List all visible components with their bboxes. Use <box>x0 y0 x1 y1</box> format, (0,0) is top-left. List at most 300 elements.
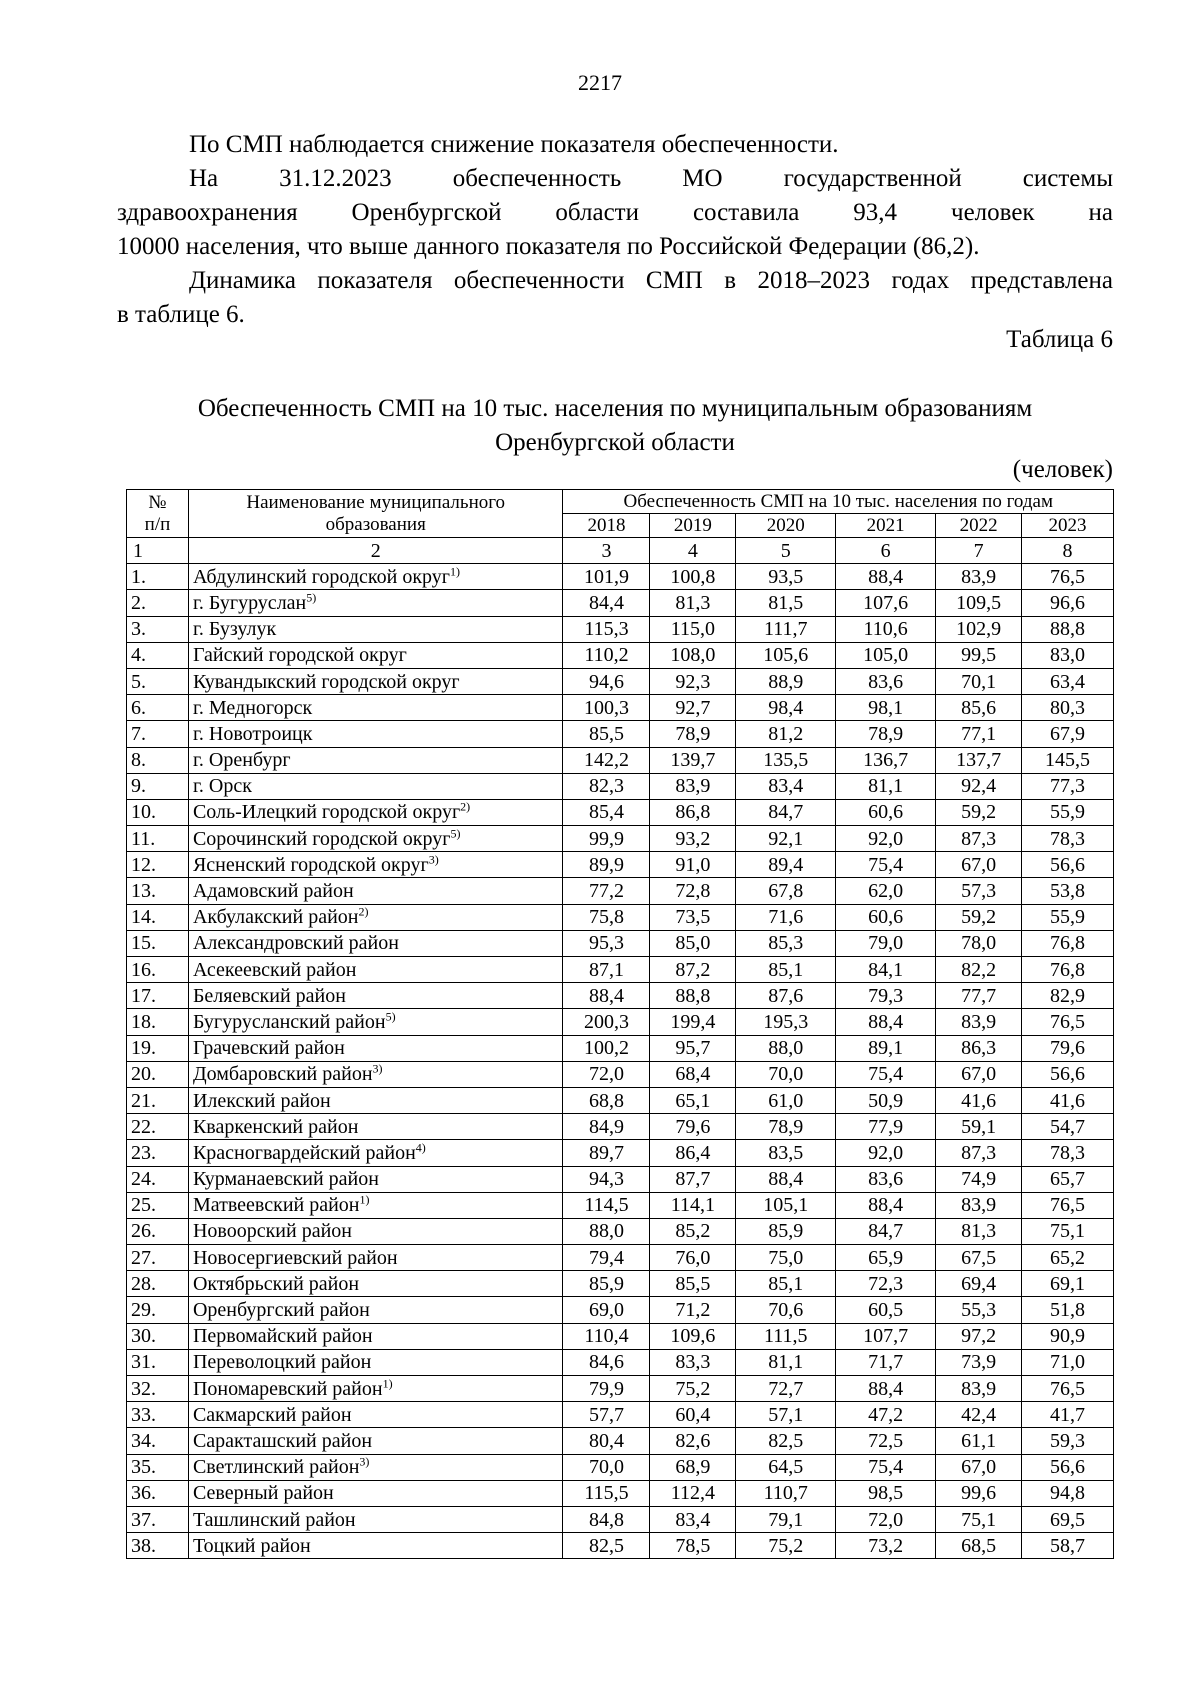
value-cell: 76,8 <box>1022 930 1114 956</box>
table-row <box>127 1035 1114 1061</box>
value-cell: 67,9 <box>1022 721 1114 747</box>
value-cell: 76,5 <box>1022 1192 1114 1218</box>
municipality-name: Ясненский городской округ <box>192 853 429 876</box>
municipality-name: Светлинский район <box>192 1456 360 1479</box>
value-cell: 83,9 <box>650 773 736 799</box>
value-cell: 57,1 <box>736 1402 836 1428</box>
table-body <box>127 538 1114 1559</box>
value-cell: 62,0 <box>836 878 936 904</box>
table-number: Таблица 6 <box>1006 326 1113 353</box>
value-cell: 82,3 <box>563 773 650 799</box>
value-cell: 71,7 <box>836 1349 936 1375</box>
row-number: 4. <box>127 642 189 668</box>
value-cell: 59,3 <box>1022 1428 1114 1454</box>
value-cell: 81,3 <box>650 590 736 616</box>
value-cell: 77,1 <box>936 721 1022 747</box>
value-cell: 82,2 <box>936 957 1022 983</box>
value-cell: 78,9 <box>836 721 936 747</box>
value-cell: 109,5 <box>936 590 1022 616</box>
value-cell: 54,7 <box>1022 1114 1114 1140</box>
value-cell: 98,4 <box>736 695 836 721</box>
header-year: 2018 <box>563 514 650 538</box>
value-cell: 88,4 <box>736 1166 836 1192</box>
table-row <box>127 799 1114 825</box>
value-cell: 65,1 <box>650 1087 736 1113</box>
value-cell: 67,0 <box>936 1454 1022 1480</box>
value-cell: 72,8 <box>650 878 736 904</box>
table-row <box>127 590 1114 616</box>
value-cell: 81,5 <box>736 590 836 616</box>
value-cell: 78,3 <box>1022 826 1114 852</box>
municipality-name-cell <box>188 1009 563 1035</box>
value-cell: 70,6 <box>736 1297 836 1323</box>
value-cell: 73,5 <box>650 904 736 930</box>
value-cell: 100,8 <box>650 564 736 590</box>
value-cell: 67,0 <box>936 1061 1022 1087</box>
municipality-name: Переволоцкий район <box>192 1351 372 1374</box>
footnote-mark: 1) <box>382 1375 393 1390</box>
paragraph-1: По СМП наблюдается снижение показателя обеспеченности. <box>189 131 839 158</box>
column-index: 5 <box>736 538 836 564</box>
value-cell: 57,3 <box>936 878 1022 904</box>
value-cell: 70,1 <box>936 668 1022 694</box>
table-caption <box>117 392 1113 460</box>
row-number: 12. <box>127 852 189 878</box>
row-number: 3. <box>127 616 189 642</box>
value-cell: 75,8 <box>563 904 650 930</box>
value-cell: 83,9 <box>936 1192 1022 1218</box>
paragraph-2-line-1: На 31.12.2023 обеспеченность МО государственной системы <box>189 165 1113 192</box>
table-row <box>127 564 1114 590</box>
value-cell: 86,8 <box>650 799 736 825</box>
value-cell: 55,9 <box>1022 904 1114 930</box>
value-cell: 79,1 <box>736 1506 836 1532</box>
value-cell: 111,7 <box>736 616 836 642</box>
row-number: 26. <box>127 1218 189 1244</box>
value-cell: 75,1 <box>1022 1218 1114 1244</box>
value-cell: 59,2 <box>936 799 1022 825</box>
table-row <box>127 1533 1114 1559</box>
value-cell: 75,4 <box>836 1454 936 1480</box>
municipality-name-cell <box>188 1114 563 1140</box>
table-row <box>127 1271 1114 1297</box>
row-number: 5. <box>127 668 189 694</box>
paragraph-3-line-2: в таблице 6. <box>117 301 245 328</box>
municipality-name-cell <box>188 1349 563 1375</box>
value-cell: 76,0 <box>650 1245 736 1271</box>
table-row <box>127 1166 1114 1192</box>
value-cell: 69,0 <box>563 1297 650 1323</box>
paragraph-2-line-3: 10000 населения, что выше данного показателя по Российской Федерации (86,2). <box>117 233 980 260</box>
municipality-name-cell <box>188 957 563 983</box>
municipality-name: Домбаровский район <box>192 1063 373 1086</box>
municipality-name-cell <box>188 1454 563 1480</box>
municipality-name: Красногвардейский район <box>192 1141 416 1164</box>
value-cell: 78,9 <box>650 721 736 747</box>
municipality-name-cell <box>188 878 563 904</box>
row-number: 28. <box>127 1271 189 1297</box>
value-cell: 71,2 <box>650 1297 736 1323</box>
value-cell: 78,5 <box>650 1533 736 1559</box>
value-cell: 73,2 <box>836 1533 936 1559</box>
table-row <box>127 1323 1114 1349</box>
value-cell: 56,6 <box>1022 1454 1114 1480</box>
row-number: 24. <box>127 1166 189 1192</box>
municipality-name-cell <box>188 1402 563 1428</box>
value-cell: 77,3 <box>1022 773 1114 799</box>
value-cell: 68,5 <box>936 1533 1022 1559</box>
value-cell: 75,0 <box>736 1245 836 1271</box>
footnote-mark: 2) <box>460 799 471 814</box>
municipality-name: Тоцкий район <box>192 1534 311 1557</box>
row-number: 34. <box>127 1428 189 1454</box>
municipality-name: Асекеевский район <box>192 958 357 981</box>
footnote-mark: 3) <box>359 1454 370 1469</box>
value-cell: 72,0 <box>836 1506 936 1532</box>
footnote-mark: 5) <box>306 590 317 605</box>
value-cell: 67,8 <box>736 878 836 904</box>
value-cell: 81,3 <box>936 1218 1022 1244</box>
header-year: 2022 <box>936 514 1022 538</box>
value-cell: 85,5 <box>563 721 650 747</box>
municipality-name: Матвеевский район <box>192 1194 360 1217</box>
column-index: 2 <box>188 538 563 564</box>
value-cell: 84,7 <box>736 799 836 825</box>
municipality-name: Грачевский район <box>192 1037 345 1060</box>
table-row <box>127 826 1114 852</box>
table-row <box>127 721 1114 747</box>
value-cell: 85,5 <box>650 1271 736 1297</box>
value-cell: 80,3 <box>1022 695 1114 721</box>
value-cell: 87,1 <box>563 957 650 983</box>
value-cell: 60,4 <box>650 1402 736 1428</box>
row-number: 2. <box>127 590 189 616</box>
value-cell: 78,9 <box>736 1114 836 1140</box>
value-cell: 74,9 <box>936 1166 1022 1192</box>
header-name-line-2: образования <box>325 513 426 535</box>
row-number: 29. <box>127 1297 189 1323</box>
value-cell: 67,5 <box>936 1245 1022 1271</box>
municipality-name-cell <box>188 747 563 773</box>
value-cell: 56,6 <box>1022 1061 1114 1087</box>
row-number: 8. <box>127 747 189 773</box>
value-cell: 91,0 <box>650 852 736 878</box>
value-cell: 136,7 <box>836 747 936 773</box>
municipality-name-cell <box>188 983 563 1009</box>
municipality-name-cell <box>188 904 563 930</box>
municipality-name-cell <box>188 616 563 642</box>
value-cell: 82,9 <box>1022 983 1114 1009</box>
value-cell: 88,8 <box>650 983 736 1009</box>
footnote-mark: 3) <box>372 1061 383 1076</box>
value-cell: 88,4 <box>836 1376 936 1402</box>
value-cell: 60,6 <box>836 904 936 930</box>
value-cell: 110,2 <box>563 642 650 668</box>
value-cell: 145,5 <box>1022 747 1114 773</box>
municipality-name-cell <box>188 1140 563 1166</box>
value-cell: 58,7 <box>1022 1533 1114 1559</box>
value-cell: 79,6 <box>1022 1035 1114 1061</box>
row-number: 35. <box>127 1454 189 1480</box>
value-cell: 100,3 <box>563 695 650 721</box>
municipality-name-cell <box>188 826 563 852</box>
table-row <box>127 1009 1114 1035</box>
value-cell: 72,5 <box>836 1428 936 1454</box>
value-cell: 82,5 <box>736 1428 836 1454</box>
value-cell: 75,2 <box>650 1376 736 1402</box>
footnote-mark: 5) <box>450 826 461 840</box>
municipality-name-cell <box>188 1323 563 1349</box>
row-number: 14. <box>127 904 189 930</box>
municipality-name: Илекский район <box>192 1089 331 1112</box>
value-cell: 84,6 <box>563 1349 650 1375</box>
column-index: 8 <box>1022 538 1114 564</box>
value-cell: 200,3 <box>563 1009 650 1035</box>
column-index: 4 <box>650 538 736 564</box>
value-cell: 55,3 <box>936 1297 1022 1323</box>
value-cell: 89,7 <box>563 1140 650 1166</box>
value-cell: 99,6 <box>936 1480 1022 1506</box>
municipality-name-cell <box>188 1061 563 1087</box>
row-number: 1. <box>127 564 189 590</box>
value-cell: 79,0 <box>836 930 936 956</box>
municipality-name-cell <box>188 1533 563 1559</box>
value-cell: 60,5 <box>836 1297 936 1323</box>
municipality-name-cell <box>188 1271 563 1297</box>
value-cell: 61,1 <box>936 1428 1022 1454</box>
column-index: 3 <box>563 538 650 564</box>
value-cell: 98,5 <box>836 1480 936 1506</box>
value-cell: 73,9 <box>936 1349 1022 1375</box>
table-row <box>127 1480 1114 1506</box>
value-cell: 68,9 <box>650 1454 736 1480</box>
value-cell: 84,4 <box>563 590 650 616</box>
value-cell: 112,4 <box>650 1480 736 1506</box>
value-cell: 139,7 <box>650 747 736 773</box>
municipality-name: Северный район <box>192 1482 334 1505</box>
value-cell: 115,3 <box>563 616 650 642</box>
value-cell: 111,5 <box>736 1323 836 1349</box>
municipality-name: Абдулинский городской округ <box>192 565 450 588</box>
value-cell: 71,0 <box>1022 1349 1114 1375</box>
table-row <box>127 1245 1114 1271</box>
row-number: 18. <box>127 1009 189 1035</box>
municipality-name-cell <box>188 1245 563 1271</box>
table-row <box>127 1428 1114 1454</box>
value-cell: 83,9 <box>936 1376 1022 1402</box>
municipality-name-cell <box>188 852 563 878</box>
municipality-name: Кувандыкский городской округ <box>192 670 460 693</box>
value-cell: 77,9 <box>836 1114 936 1140</box>
value-cell: 47,2 <box>836 1402 936 1428</box>
value-cell: 78,3 <box>1022 1140 1114 1166</box>
municipality-name: Беляевский район <box>192 984 346 1007</box>
value-cell: 101,9 <box>563 564 650 590</box>
value-cell: 72,7 <box>736 1376 836 1402</box>
header-name <box>188 490 563 538</box>
row-number: 11. <box>127 826 189 852</box>
footnote-mark: 5) <box>385 1009 396 1024</box>
municipality-name: г. Бузулук <box>192 618 277 641</box>
municipality-name-cell <box>188 668 563 694</box>
value-cell: 75,4 <box>836 1061 936 1087</box>
table-row <box>127 773 1114 799</box>
value-cell: 85,1 <box>736 1271 836 1297</box>
value-cell: 99,9 <box>563 826 650 852</box>
value-cell: 53,8 <box>1022 878 1114 904</box>
value-cell: 142,2 <box>563 747 650 773</box>
value-cell: 59,1 <box>936 1114 1022 1140</box>
value-cell: 89,4 <box>736 852 836 878</box>
value-cell: 107,7 <box>836 1323 936 1349</box>
row-number: 13. <box>127 878 189 904</box>
value-cell: 88,4 <box>836 564 936 590</box>
table-row <box>127 1349 1114 1375</box>
footnote-mark: 3) <box>428 852 439 867</box>
value-cell: 56,6 <box>1022 852 1114 878</box>
municipality-name: Новоорский район <box>192 1220 352 1243</box>
value-cell: 81,1 <box>836 773 936 799</box>
value-cell: 78,0 <box>936 930 1022 956</box>
paragraph-3-line-1: Динамика показателя обеспеченности СМП в 2018–2023 годах представлена <box>189 267 1113 294</box>
value-cell: 51,8 <box>1022 1297 1114 1323</box>
value-cell: 135,5 <box>736 747 836 773</box>
table-row <box>127 1454 1114 1480</box>
row-number: 31. <box>127 1349 189 1375</box>
value-cell: 83,5 <box>736 1140 836 1166</box>
page-number: 2217 <box>578 70 622 95</box>
value-cell: 85,0 <box>650 930 736 956</box>
value-cell: 70,0 <box>736 1061 836 1087</box>
municipality-name: г. Бугуруслан <box>192 591 307 614</box>
municipality-name-cell <box>188 564 563 590</box>
value-cell: 57,7 <box>563 1402 650 1428</box>
column-index-row <box>127 538 1114 564</box>
header-year: 2019 <box>650 514 736 538</box>
paragraph-2-line-2: здравоохранения Оренбургской области составила 93,4 человек на <box>117 199 1113 226</box>
value-cell: 81,2 <box>736 721 836 747</box>
municipality-name-cell <box>188 1506 563 1532</box>
table-row <box>127 1114 1114 1140</box>
header-year: 2023 <box>1022 514 1114 538</box>
value-cell: 59,2 <box>936 904 1022 930</box>
value-cell: 92,0 <box>836 826 936 852</box>
value-cell: 79,6 <box>650 1114 736 1140</box>
row-number: 6. <box>127 695 189 721</box>
value-cell: 88,0 <box>736 1035 836 1061</box>
municipality-name: Новосергиевский район <box>192 1246 398 1269</box>
value-cell: 76,8 <box>1022 957 1114 983</box>
value-cell: 41,7 <box>1022 1402 1114 1428</box>
value-cell: 199,4 <box>650 1009 736 1035</box>
header-name-line-1: Наименование муниципального <box>246 491 506 513</box>
row-number: 17. <box>127 983 189 1009</box>
table-row <box>127 1376 1114 1402</box>
value-cell: 85,3 <box>736 930 836 956</box>
row-number: 9. <box>127 773 189 799</box>
municipality-name: Ташлинский район <box>192 1508 356 1531</box>
municipality-name-cell <box>188 773 563 799</box>
value-cell: 110,4 <box>563 1323 650 1349</box>
value-cell: 96,6 <box>1022 590 1114 616</box>
value-cell: 60,6 <box>836 799 936 825</box>
value-cell: 100,2 <box>563 1035 650 1061</box>
value-cell: 79,4 <box>563 1245 650 1271</box>
value-cell: 97,2 <box>936 1323 1022 1349</box>
value-cell: 68,8 <box>563 1087 650 1113</box>
value-cell: 79,9 <box>563 1376 650 1402</box>
table-row <box>127 695 1114 721</box>
row-number: 23. <box>127 1140 189 1166</box>
header-num-line-2: п/п <box>144 513 171 535</box>
value-cell: 75,2 <box>736 1533 836 1559</box>
value-cell: 61,0 <box>736 1087 836 1113</box>
municipality-name: Саракташский район <box>192 1429 373 1452</box>
value-cell: 83,6 <box>836 668 936 694</box>
row-number: 33. <box>127 1402 189 1428</box>
table-row <box>127 878 1114 904</box>
header-year: 2020 <box>736 514 836 538</box>
value-cell: 105,0 <box>836 642 936 668</box>
municipality-name-cell <box>188 590 563 616</box>
value-cell: 85,6 <box>936 695 1022 721</box>
row-number: 10. <box>127 799 189 825</box>
value-cell: 95,7 <box>650 1035 736 1061</box>
value-cell: 84,1 <box>836 957 936 983</box>
municipality-name-cell <box>188 721 563 747</box>
municipality-name-cell <box>188 799 563 825</box>
value-cell: 92,4 <box>936 773 1022 799</box>
table-row <box>127 1192 1114 1218</box>
municipality-name: Соль-Илецкий городской округ <box>192 801 461 824</box>
value-cell: 63,4 <box>1022 668 1114 694</box>
value-cell: 88,9 <box>736 668 836 694</box>
municipality-name-cell <box>188 930 563 956</box>
municipality-name-cell <box>188 1087 563 1113</box>
municipality-name-cell <box>188 695 563 721</box>
value-cell: 87,6 <box>736 983 836 1009</box>
municipality-name-cell <box>188 1428 563 1454</box>
value-cell: 68,4 <box>650 1061 736 1087</box>
table-row <box>127 616 1114 642</box>
value-cell: 86,3 <box>936 1035 1022 1061</box>
table-caption-line-1: Обеспеченность СМП на 10 тыс. населения по муниципальным образованиям <box>197 395 1033 422</box>
value-cell: 75,4 <box>836 852 936 878</box>
value-cell: 80,4 <box>563 1428 650 1454</box>
table-row <box>127 983 1114 1009</box>
table-row <box>127 1506 1114 1532</box>
value-cell: 64,5 <box>736 1454 836 1480</box>
value-cell: 92,3 <box>650 668 736 694</box>
value-cell: 105,1 <box>736 1192 836 1218</box>
value-cell: 69,4 <box>936 1271 1022 1297</box>
table-units: (человек) <box>1012 456 1113 483</box>
value-cell: 195,3 <box>736 1009 836 1035</box>
value-cell: 83,4 <box>736 773 836 799</box>
value-cell: 89,9 <box>563 852 650 878</box>
value-cell: 50,9 <box>836 1087 936 1113</box>
value-cell: 94,3 <box>563 1166 650 1192</box>
value-cell: 65,2 <box>1022 1245 1114 1271</box>
municipality-name: Октябрьский район <box>192 1272 360 1295</box>
value-cell: 83,0 <box>1022 642 1114 668</box>
value-cell: 99,5 <box>936 642 1022 668</box>
value-cell: 76,5 <box>1022 564 1114 590</box>
value-cell: 92,7 <box>650 695 736 721</box>
value-cell: 83,4 <box>650 1506 736 1532</box>
value-cell: 84,8 <box>563 1506 650 1532</box>
municipality-name: г. Оренбург <box>192 749 291 772</box>
